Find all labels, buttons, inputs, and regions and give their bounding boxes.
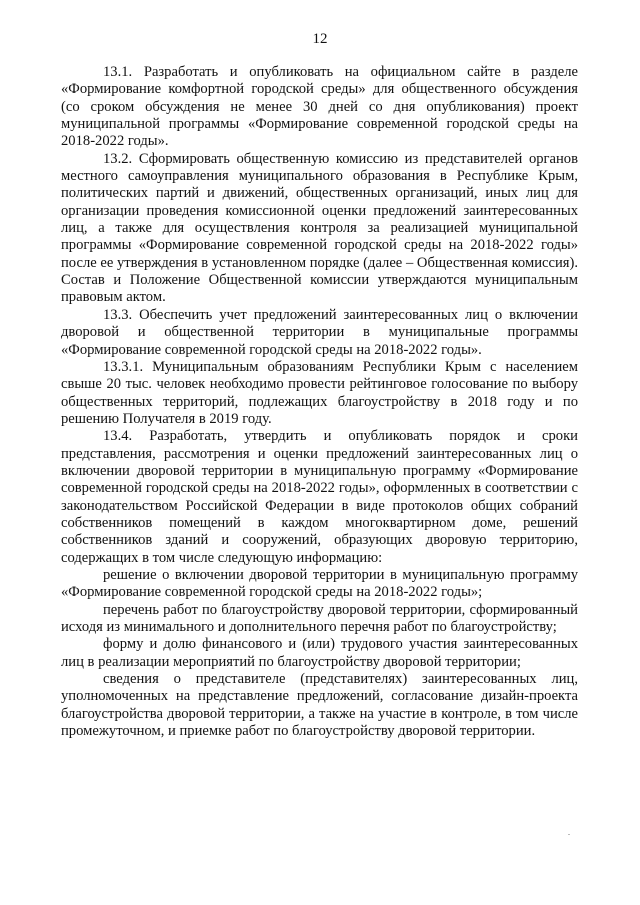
page-number: 12 [312,31,328,47]
paragraph-participation-item: форму и долю финансового и (или) трудового участия заинтересованных лиц в реализации мероприятий по благоустройству дворовой территории; [61,636,578,670]
paragraph-works-list-item: перечень работ по благоустройству дворовой территории, сформированный исходя из минимального и дополнительного перечня работ по благоустройству; [61,601,578,635]
paragraph-13-2: 13.2. Сформировать общественную комиссию из представителей органов местного самоуправления муниципального образования в Республике Крым, политических партий и движений, общественных организаций, иных лиц для организации проведения комиссионной оценки предложений заинтересованных лиц, а также для осуществления контроля за реализацией муниципальной программы «Формирование современной городской среды на 2018-2022 годы» после ее утверждения в установленном порядке (далее – Общественная комиссия). Состав и Положение Общественной комиссии утверждаются муниципальным правовым актом. [61,150,578,306]
paragraph-decision-item: решение о включении дворовой территории в муниципальную программу «Формирование современной городской среды на 2018-2022 годы»; [61,566,578,601]
paragraph-representatives-item: сведения о представителе (представителях) заинтересованных лиц, уполномоченных на представление предложений, согласование дизайн-проекта благоустройства дворовой территории, а также на участие в контроле, в том числе промежуточном, и приемке работ по благоустройству дворовой территории. [61,671,578,740]
scan-speck [568,834,570,835]
paragraph-13-4: 13.4. Разработать, утвердить и опубликовать порядок и сроки представления, рассмотрения и оценки предложений заинтересованных лиц о включении дворовой территории в муниципальную программу «Формирование современной городской среды на 2018-2022 годы», оформленных в соответствии с законодательством Российской Федерации в виде протоколов общих собраний собственников помещений в каждом многоквартирном доме, решений собственников зданий и сооружений, образующих дворовую территорию, содержащих в том числе следующую информацию: [61,428,578,566]
paragraph-13-1: 13.1. Разработать и опубликовать на официальном сайте в разделе «Формирование комфортной городской среды» для общественного обсуждения (со сроком обсуждения не менее 30 дней со дня опубликования) проект муниципальной программы «Формирование современной городской среды на 2018-2022 годы». [61,64,578,150]
paragraph-13-3-1: 13.3.1. Муниципальным образованиям Республики Крым с населением свыше 20 тыс. человек необходимо провести рейтинговое голосование по выбору общественных территорий, подлежащих благоустройству в 2018 году и по решению Получателя в 2019 году. [61,358,578,427]
paragraph-13-3: 13.3. Обеспечить учет предложений заинтересованных лиц о включении дворовой и общественной территории в муниципальные программы «Формирование современной городской среды на 2018-2022 годы». [61,306,578,358]
document-body [61,64,578,740]
